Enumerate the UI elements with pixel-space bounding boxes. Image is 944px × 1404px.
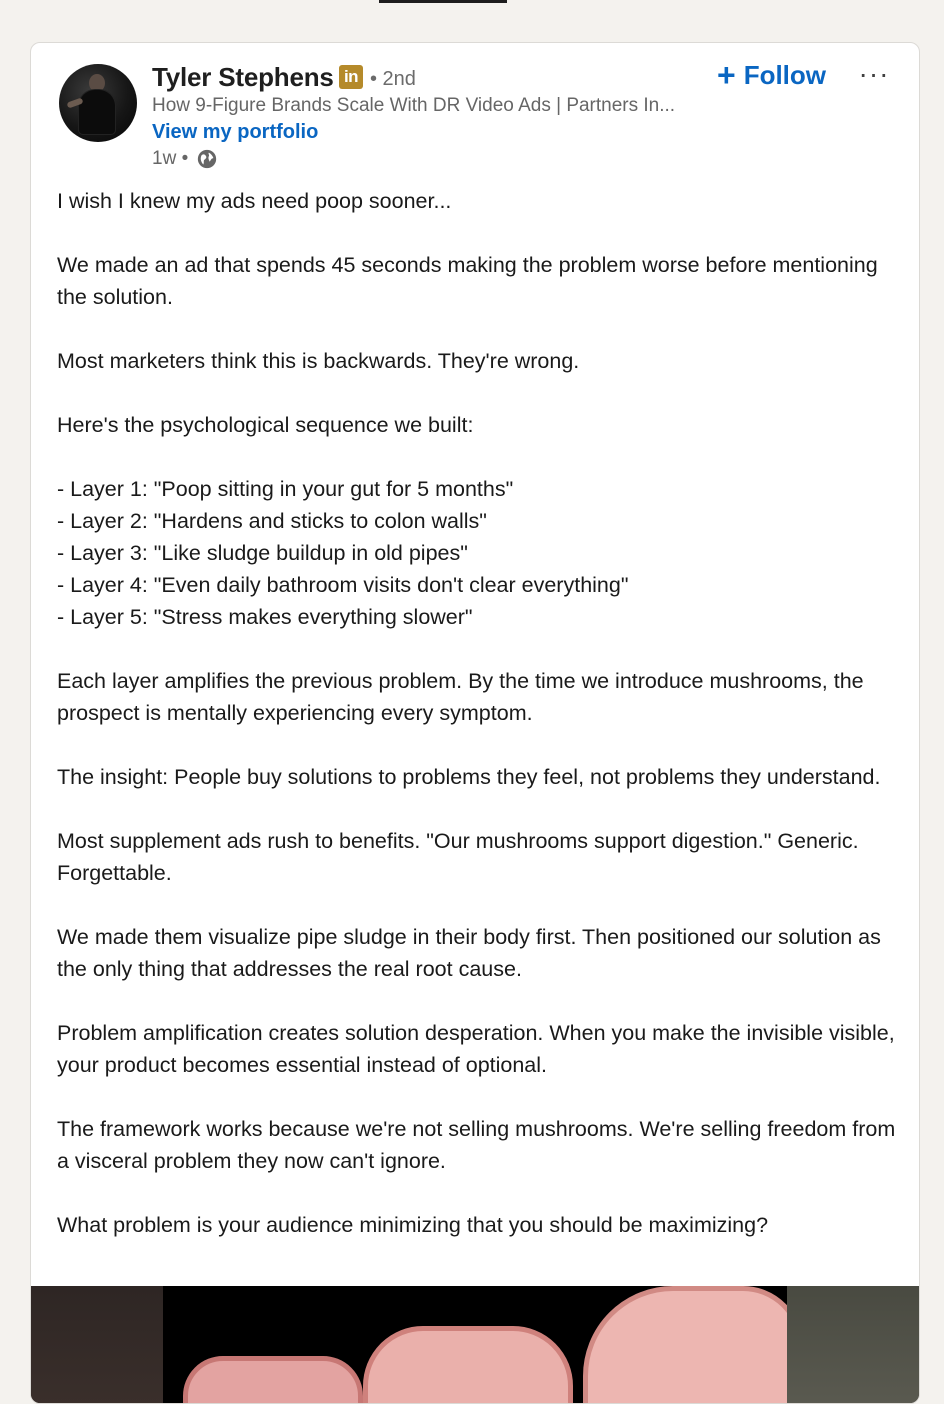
plus-icon: +: [717, 57, 736, 93]
intestine-graphic: [183, 1356, 363, 1404]
top-tab-indicator: [379, 0, 507, 3]
connection-degree: • 2nd: [370, 68, 416, 90]
post-paragraph: Each layer amplifies the previous problem. By the time we introduce mushrooms, the prospect is mentally experiencing every symptom.: [57, 669, 864, 725]
linkedin-premium-icon: in: [339, 65, 363, 89]
video-side-blur-left: [31, 1286, 163, 1404]
view-portfolio-link[interactable]: View my portfolio: [152, 121, 319, 143]
layer-list-item: - Layer 2: "Hardens and sticks to colon walls": [57, 509, 487, 533]
video-side-blur-right: [787, 1286, 919, 1404]
post-paragraph: Most supplement ads rush to benefits. "Our mushrooms support digestion." Generic. Forgettable.: [57, 829, 859, 885]
post-paragraph: Problem amplification creates solution desperation. When you make the invisible visible, your product becomes essential instead of optional.: [57, 1021, 895, 1077]
avatar-figure-body: [79, 90, 115, 134]
post-paragraph: We made an ad that spends 45 seconds making the problem worse before mentioning the solution.: [57, 253, 878, 309]
layer-list-item: - Layer 5: "Stress makes everything slower": [57, 605, 473, 629]
post-paragraph: The framework works because we're not selling mushrooms. We're selling freedom from a visceral problem they now can't ignore.: [57, 1117, 896, 1173]
post-paragraph: Here's the psychological sequence we built:: [57, 413, 474, 437]
post-card: [30, 42, 920, 1404]
post-paragraph: We made them visualize pipe sludge in their body first. Then positioned our solution as the only thing that addresses the real root cause.: [57, 925, 881, 981]
post-body: [57, 185, 897, 1241]
post-video[interactable]: [31, 1286, 919, 1404]
layer-list-item: - Layer 3: "Like sludge buildup in old pipes": [57, 541, 468, 565]
post-paragraph: What problem is your audience minimizing that you should be maximizing?: [57, 1213, 769, 1237]
video-frame[interactable]: [163, 1286, 787, 1404]
intestine-graphic: [363, 1326, 573, 1404]
globe-icon: [196, 148, 218, 170]
layer-list-item: - Layer 1: "Poop sitting in your gut for 5 months": [57, 477, 514, 501]
intestine-graphic: [583, 1286, 787, 1404]
author-headline[interactable]: How 9-Figure Brands Scale With DR Video Ads | Partners In...: [152, 95, 676, 116]
post-paragraph: Most marketers think this is backwards. They're wrong.: [57, 349, 580, 373]
follow-label: Follow: [743, 59, 827, 90]
avatar[interactable]: [59, 64, 137, 142]
author-name[interactable]: Tyler Stephens: [152, 62, 334, 92]
post-paragraph: I wish I knew my ads need poop sooner...: [57, 189, 452, 213]
more-options-button[interactable]: ···: [858, 58, 890, 89]
post-time: 1w •: [152, 148, 189, 169]
post-paragraph: The insight: People buy solutions to problems they feel, not problems they understand.: [57, 765, 881, 789]
post-meta: [152, 148, 218, 170]
layer-list-item: - Layer 4: "Even daily bathroom visits don't clear everything": [57, 573, 629, 597]
follow-button[interactable]: [717, 58, 826, 92]
